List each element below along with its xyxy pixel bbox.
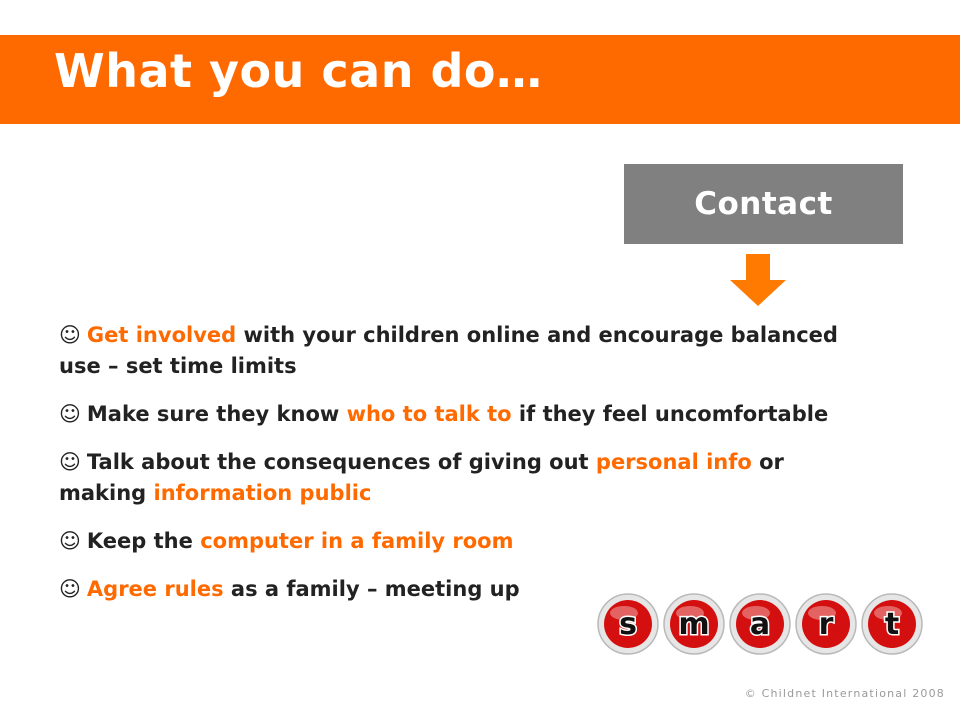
smart-badge <box>796 594 856 654</box>
bullet-item <box>59 526 859 557</box>
smart-letter: t <box>884 607 900 642</box>
smart-badge <box>664 594 724 654</box>
copyright-footer: © Childnet International 2008 <box>744 687 945 700</box>
smart-letter: a <box>749 607 771 642</box>
slide-title: What you can do… <box>54 44 543 98</box>
contact-box <box>624 164 903 244</box>
smiley-icon: ☺ <box>59 529 81 553</box>
bullet-text: Keep the <box>86 529 201 553</box>
down-arrow-icon <box>730 254 786 306</box>
highlighted-text: who to talk to <box>346 402 512 426</box>
bullet-item <box>59 447 859 509</box>
smiley-icon: ☺ <box>59 402 81 426</box>
highlighted-text: computer in a family room <box>200 529 514 553</box>
smart-logo <box>596 590 936 658</box>
bullet-text: Talk about the consequences of giving out <box>86 450 596 474</box>
bullet-text: or making <box>59 450 784 505</box>
highlighted-text: Get involved <box>86 323 237 347</box>
bullet-text: Make sure they know <box>86 402 347 426</box>
contact-label: Contact <box>694 186 833 222</box>
bullet-text: if they feel uncomfortable <box>511 402 829 426</box>
smiley-icon: ☺ <box>59 577 81 601</box>
bullet-item <box>59 399 859 430</box>
bullet-item <box>59 320 859 382</box>
highlighted-text: personal info <box>595 450 752 474</box>
smart-letter: s <box>619 607 637 642</box>
smart-badge <box>730 594 790 654</box>
bullet-text: with your children online and encourage balanced use – set time limits <box>59 323 838 378</box>
bullet-text: as a family – meeting up <box>223 577 520 601</box>
smart-letter: r <box>818 607 834 642</box>
bullet-list <box>59 320 859 622</box>
smart-badge <box>598 594 658 654</box>
highlighted-text: Agree rules <box>86 577 224 601</box>
smiley-icon: ☺ <box>59 323 81 347</box>
highlighted-text: information public <box>153 481 372 505</box>
smiley-icon: ☺ <box>59 450 81 474</box>
smart-badge <box>862 594 922 654</box>
smart-letter: m <box>678 607 710 642</box>
